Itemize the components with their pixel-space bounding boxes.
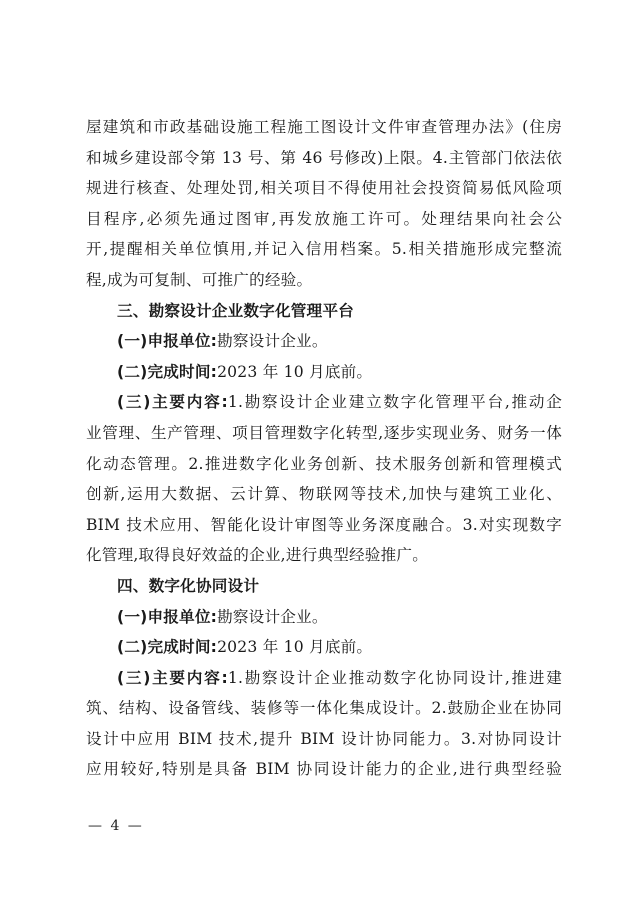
section-subitem [86,632,562,663]
subitem-label: (二)完成时间: [117,362,218,381]
body-line: 和城乡建设部令第 13 号、第 46 号修改)上限。4.主管部门依法依 [86,148,562,167]
subitem-text: 1.勘察设计企业推动数字化协同设计,推进建 [227,668,562,687]
page-number: — 4 — [88,818,144,834]
subitem-text: 勘察设计企业。 [217,332,328,351]
section-subitem [86,357,562,388]
document-body [86,112,562,785]
body-line: BIM 技术应用、智能化设计审图等业务深度融合。3.对实现数字 [86,515,562,534]
body-line: 目程序,必须先通过图审,再发放施工许可。处理结果向社会公 [86,209,562,228]
body-line: 屋建筑和市政基础设施工程施工图设计文件审查管理办法》(住房 [86,118,562,136]
body-line: 规进行核查、处理处罚,相关项目不得使用社会投资简易低风险项 [86,179,562,198]
subitem-label: (一)申报单位: [117,607,218,626]
body-line: 开,提醒相关单位慎用,并记入信用档案。5.相关措施形成完整流 [86,240,562,259]
subitem-text: 2023 年 10 月底前。 [217,638,373,657]
body-line: 业管理、生产管理、项目管理数字化转型,逐步实现业务、财务一体 [86,423,562,442]
body-line: 筑、结构、设备管线、装修等一体化集成设计。2.鼓励企业在协同 [86,699,562,718]
body-line: 化管理,取得良好效益的企业,进行典型经验推广。 [86,546,428,565]
body-line: 应用较好,特别是具备 BIM 协同设计能力的企业,进行典型经验 [86,760,562,779]
section-subitem [86,663,562,694]
body-line: 程,成为可复制、可推广的经验。 [86,270,313,289]
section-heading: 三、勘察设计企业数字化管理平台 [117,301,354,320]
subitem-text: 勘察设计企业。 [217,607,328,626]
section-subitem [86,326,562,357]
subitem-label: (三)主要内容: [117,668,228,687]
body-line: 化动态管理。2.推进数字化业务创新、技术服务创新和管理模式 [86,454,562,473]
body-line: 设计中应用 BIM 技术,提升 BIM 设计协同能力。3.对协同设计 [86,729,562,748]
section-subitem [86,602,562,633]
subitem-label: (二)完成时间: [117,638,218,657]
section-heading: 四、数字化协同设计 [117,576,260,595]
subitem-text: 1.勘察设计企业建立数字化管理平台,推动企 [227,393,562,412]
section-subitem [86,387,562,418]
body-line: 创新,运用大数据、云计算、物联网等技术,加快与建筑工业化、 [86,485,562,504]
subitem-label: (一)申报单位: [117,332,218,351]
subitem-text: 2023 年 10 月底前。 [217,362,373,381]
subitem-label: (三)主要内容: [117,393,228,412]
